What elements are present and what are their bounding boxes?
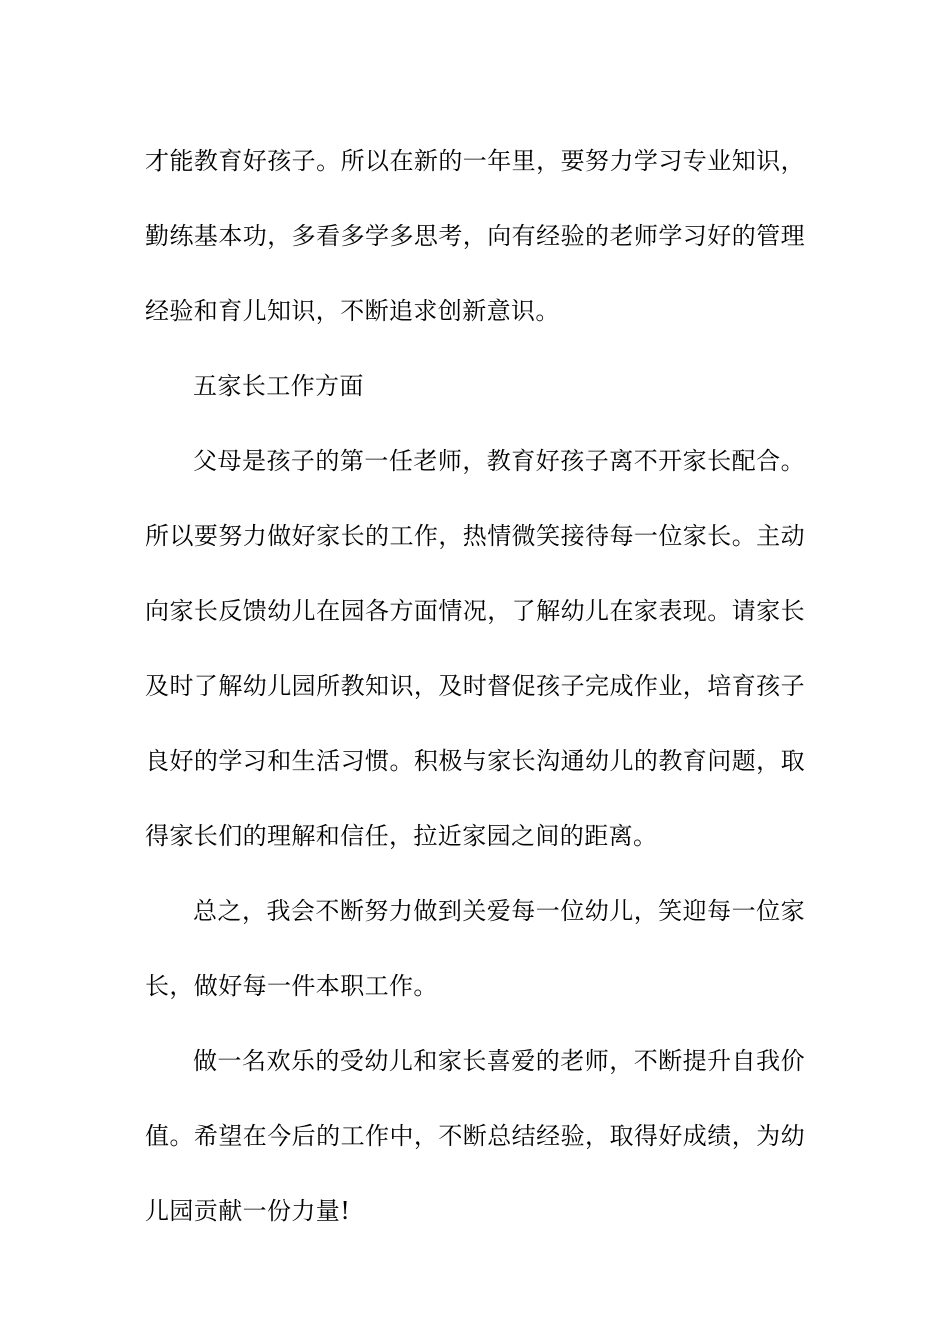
paragraph-closing: 做一名欢乐的受幼儿和家长喜爱的老师，不断提升自我价值。希望在今后的工作中，不断总结经验，取得好成绩，为幼儿园贡献一份力量!	[145, 1047, 805, 1225]
paragraph-summary: 总之，我会不断努力做到关爱每一位幼儿，笑迎每一位家长，做好每一件本职工作。	[145, 897, 805, 1000]
paragraph-parent-work: 父母是孩子的第一任老师，教育好孩子离不开家长配合。所以要努力做好家长的工作，热情微笑接待每一位家长。主动向家长反馈幼儿在园各方面情况，了解幼儿在家表现。请家长及时了解幼儿园所教知识，及时督促孩子完成作业，培育孩子良好的学习和生活习惯。积极与家长沟通幼儿的教育问题，取得家长们的理解和信任，拉近家园之间的距离。	[145, 447, 805, 850]
document-body	[145, 124, 805, 1249]
section-heading: 五家长工作方面	[193, 372, 364, 400]
paragraph-continuation: 才能教育好孩子。所以在新的一年里，要努力学习专业知识，勤练基本功，多看多学多思考，向有经验的老师学习好的管理经验和育儿知识，不断追求创新意识。	[145, 147, 805, 325]
